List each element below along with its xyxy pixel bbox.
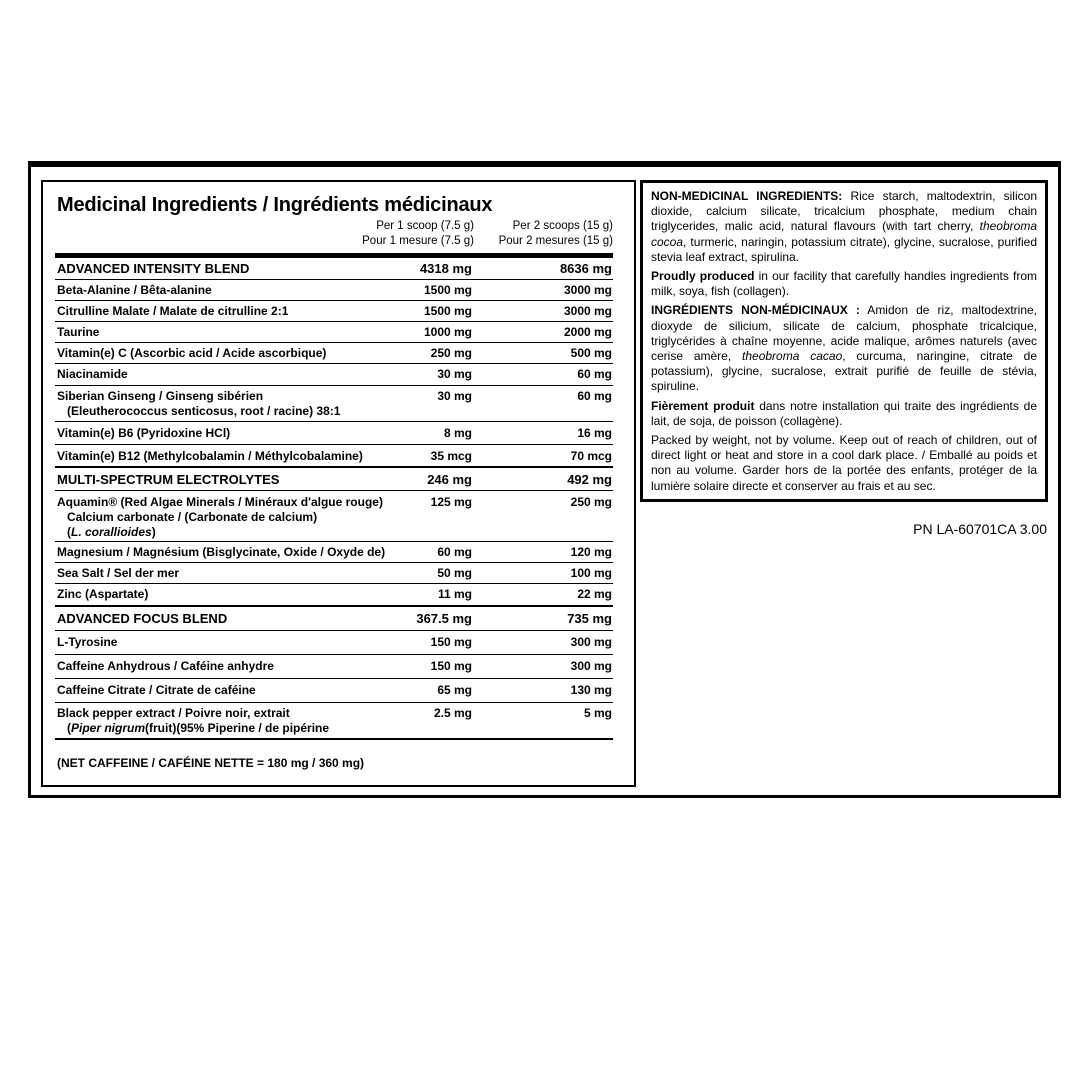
medicinal-title: Medicinal Ingredients / Ingrédients médicinaux	[57, 194, 493, 216]
ingredient-name-line2-rest: (fruit)(95% Piperine / de pipérine	[145, 721, 330, 735]
amount-one-scoop: 1500 mg	[423, 283, 472, 297]
ingredient-name: Sea Salt / Sel der mer	[57, 566, 180, 580]
amount-two-scoops: 60 mg	[577, 367, 612, 381]
non-medicinal-fr-text-a: Amidon de riz, maltodextrine, dioxyde de silicium, silicate de calcium, phosphate tricalcique, triglycérides à chaîne moyenne, acide malique, arômes naturels (avec cerise amère,	[651, 303, 1038, 364]
amount-one-scoop: 65 mg	[437, 683, 472, 697]
proudly-produced-fr	[651, 399, 1037, 429]
col2-line1: Per 2 scoops (15 g)	[512, 220, 613, 232]
ingredient-name: Caffeine Citrate / Citrate de caféine	[57, 683, 256, 697]
amount-two-scoops: 492 mg	[567, 472, 612, 487]
table-row	[55, 563, 613, 584]
non-medicinal-en	[651, 189, 1037, 265]
amount-two-scoops: 22 mg	[577, 587, 612, 601]
ingredient-name: MULTI-SPECTRUM ELECTROLYTES	[57, 472, 280, 487]
amount-one-scoop: 30 mg	[437, 389, 472, 403]
column-header-one-scoop	[362, 219, 474, 249]
table-row	[55, 343, 613, 364]
ingredient-name	[57, 389, 340, 419]
non-medicinal-fr-text-b: , curcuma, naringine, citrate de potassium), glycine, sucralose, extrait purifié de feuille de stévia, spiruline.	[651, 349, 1038, 394]
amount-one-scoop: 30 mg	[437, 367, 472, 381]
non-medicinal-text	[651, 189, 1037, 498]
amount-one-scoop: 250 mg	[430, 346, 472, 360]
proudly-produced-en-bold: Proudly produced	[651, 269, 755, 284]
ingredient-name-line2: (Piper nigrum(fruit)(95% Piperine / de pipérine	[67, 721, 330, 735]
amount-two-scoops: 5 mg	[583, 706, 612, 720]
proudly-produced-fr-bold: Fièrement produit	[651, 398, 755, 413]
amount-two-scoops: 500 mg	[570, 346, 612, 360]
ingredient-name: Vitamin(e) B12 (Methylcobalamin / Méthylcobalamine)	[57, 449, 363, 463]
amount-two-scoops: 60 mg	[577, 389, 612, 403]
latin-name: L. corallioides	[71, 525, 152, 539]
amount-one-scoop: 150 mg	[430, 659, 472, 673]
amount-one-scoop: 11 mg	[437, 587, 472, 601]
ingredient-name	[57, 706, 329, 736]
ingredient-name-line1: Aquamin® (Red Algae Minerals / Minéraux d'algue rouge)	[57, 495, 383, 509]
table-row	[55, 491, 613, 542]
amount-two-scoops: 130 mg	[570, 683, 612, 697]
amount-two-scoops: 70 mcg	[570, 449, 612, 463]
amount-two-scoops: 300 mg	[570, 659, 612, 673]
table-row	[55, 631, 613, 655]
ingredient-name-line2: (Eleutherococcus senticosus, root / racine) 38:1	[67, 404, 341, 418]
table-row	[55, 386, 613, 422]
ingredient-name: Taurine	[57, 325, 100, 339]
table-row	[55, 542, 613, 563]
amount-one-scoop: 2.5 mg	[433, 706, 472, 720]
ingredient-table	[55, 258, 613, 740]
amount-two-scoops: 100 mg	[570, 566, 612, 580]
ingredient-name: Vitamin(e) C (Ascorbic acid / Acide ascorbique)	[57, 346, 327, 360]
amount-two-scoops: 735 mg	[567, 611, 612, 626]
amount-two-scoops: 16 mg	[577, 426, 612, 440]
col1-line2: Pour 1 mesure (7.5 g)	[362, 235, 474, 247]
amount-one-scoop: 4318 mg	[419, 261, 472, 276]
amount-one-scoop: 125 mg	[430, 495, 472, 509]
non-medicinal-fr-heading: INGRÉDIENTS NON-MÉDICINAUX :	[651, 303, 860, 318]
non-medicinal-fr	[651, 303, 1037, 394]
ingredient-name: Zinc (Aspartate)	[57, 587, 149, 601]
ingredient-name: Caffeine Anhydrous / Caféine anhydre	[57, 659, 274, 673]
ingredient-name-line3: (L. corallioides)	[67, 525, 156, 539]
amount-two-scoops: 250 mg	[570, 495, 612, 509]
table-row	[55, 607, 613, 631]
table-row	[55, 322, 613, 343]
table-row	[55, 364, 613, 386]
col1-line1: Per 1 scoop (7.5 g)	[376, 220, 474, 232]
ingredient-name	[57, 495, 383, 540]
ingredient-name: Beta-Alanine / Bêta-alanine	[57, 283, 212, 297]
amount-two-scoops: 2000 mg	[563, 325, 612, 339]
amount-one-scoop: 1000 mg	[423, 325, 472, 339]
proudly-produced-en	[651, 269, 1037, 299]
latin-name: Piper nigrum	[71, 721, 146, 735]
proudly-produced-fr-rest: dans notre installation qui traite des ingrédients de lait, de soja, de poisson (collagène).	[651, 398, 1037, 428]
proudly-produced-en-rest: in our facility that carefully handles ingredients from milk, soya, fish (collagen).	[651, 269, 1037, 299]
ingredient-name-line1: Siberian Ginseng / Ginseng sibérien	[57, 389, 264, 403]
table-row	[55, 258, 613, 280]
part-number: PN LA-60701CA 3.00	[913, 521, 1047, 537]
amount-two-scoops: 300 mg	[570, 635, 612, 649]
amount-one-scoop: 60 mg	[437, 545, 472, 559]
ingredient-name: ADVANCED INTENSITY BLEND	[57, 261, 250, 276]
ingredient-name: Vitamin(e) B6 (Pyridoxine HCl)	[57, 426, 231, 440]
amount-one-scoop: 8 mg	[443, 426, 472, 440]
table-row	[55, 280, 613, 301]
col2-line2: Pour 2 mesures (15 g)	[498, 235, 613, 247]
ingredient-name: L-Tyrosine	[57, 635, 118, 649]
amount-two-scoops: 3000 mg	[563, 304, 612, 318]
table-row	[55, 468, 613, 491]
non-medicinal-en-text-a: Rice starch, maltodextrin, silicon dioxide, calcium silicate, tricalcium phosphate, medium chain triglycerides, malic acid, natural flavours (with tart cherry,	[651, 189, 1037, 234]
table-row	[55, 584, 613, 607]
amount-one-scoop: 1500 mg	[423, 304, 472, 318]
column-header-two-scoops	[499, 219, 613, 249]
non-medicinal-en-text-b: , turmeric, naringin, potassium citrate), glycine, sucralose, purified stevia leaf extract, spirulina.	[651, 234, 1037, 264]
storage-instructions: Packed by weight, not by volume. Keep out of reach of children, out of direct light or heat and store in a cool dark place. / Emballé au poids et non au volume. Garder hors de la portée des enfants, protéger de la lumière solaire directe et conserver au frais et au sec.	[651, 433, 1037, 493]
amount-one-scoop: 367.5 mg	[416, 611, 472, 626]
amount-two-scoops: 8636 mg	[559, 261, 612, 276]
ingredient-name: ADVANCED FOCUS BLEND	[57, 611, 228, 626]
table-row	[55, 703, 613, 740]
table-row	[55, 301, 613, 322]
non-medicinal-en-italic: theobroma cocoa	[651, 219, 1037, 249]
amount-one-scoop: 50 mg	[437, 566, 472, 580]
medicinal-ingredients-panel	[41, 180, 636, 787]
ingredient-name: Citrulline Malate / Malate de citrulline 2:1	[57, 304, 289, 318]
ingredient-name-line2: Calcium carbonate / (Carbonate de calcium)	[67, 510, 318, 524]
non-medicinal-ingredients-panel	[640, 180, 1048, 502]
table-row	[55, 422, 613, 445]
amount-two-scoops: 3000 mg	[563, 283, 612, 297]
amount-one-scoop: 246 mg	[427, 472, 472, 487]
non-medicinal-en-heading: NON-MEDICINAL INGREDIENTS:	[651, 189, 843, 203]
amount-one-scoop: 35 mcg	[430, 449, 472, 463]
table-row	[55, 445, 613, 468]
amount-one-scoop: 150 mg	[430, 635, 472, 649]
ingredient-name: Magnesium / Magnésium (Bisglycinate, Oxide / Oxyde de)	[57, 545, 386, 559]
non-medicinal-fr-italic: theobroma cacao	[742, 349, 843, 364]
table-row	[55, 679, 613, 703]
net-caffeine-note: (NET CAFFEINE / CAFÉINE NETTE = 180 mg / 360 mg)	[57, 756, 365, 770]
ingredient-name-line1: Black pepper extract / Poivre noir, extrait	[57, 706, 290, 720]
table-row	[55, 655, 613, 679]
amount-two-scoops: 120 mg	[570, 545, 612, 559]
ingredient-name: Niacinamide	[57, 367, 128, 381]
